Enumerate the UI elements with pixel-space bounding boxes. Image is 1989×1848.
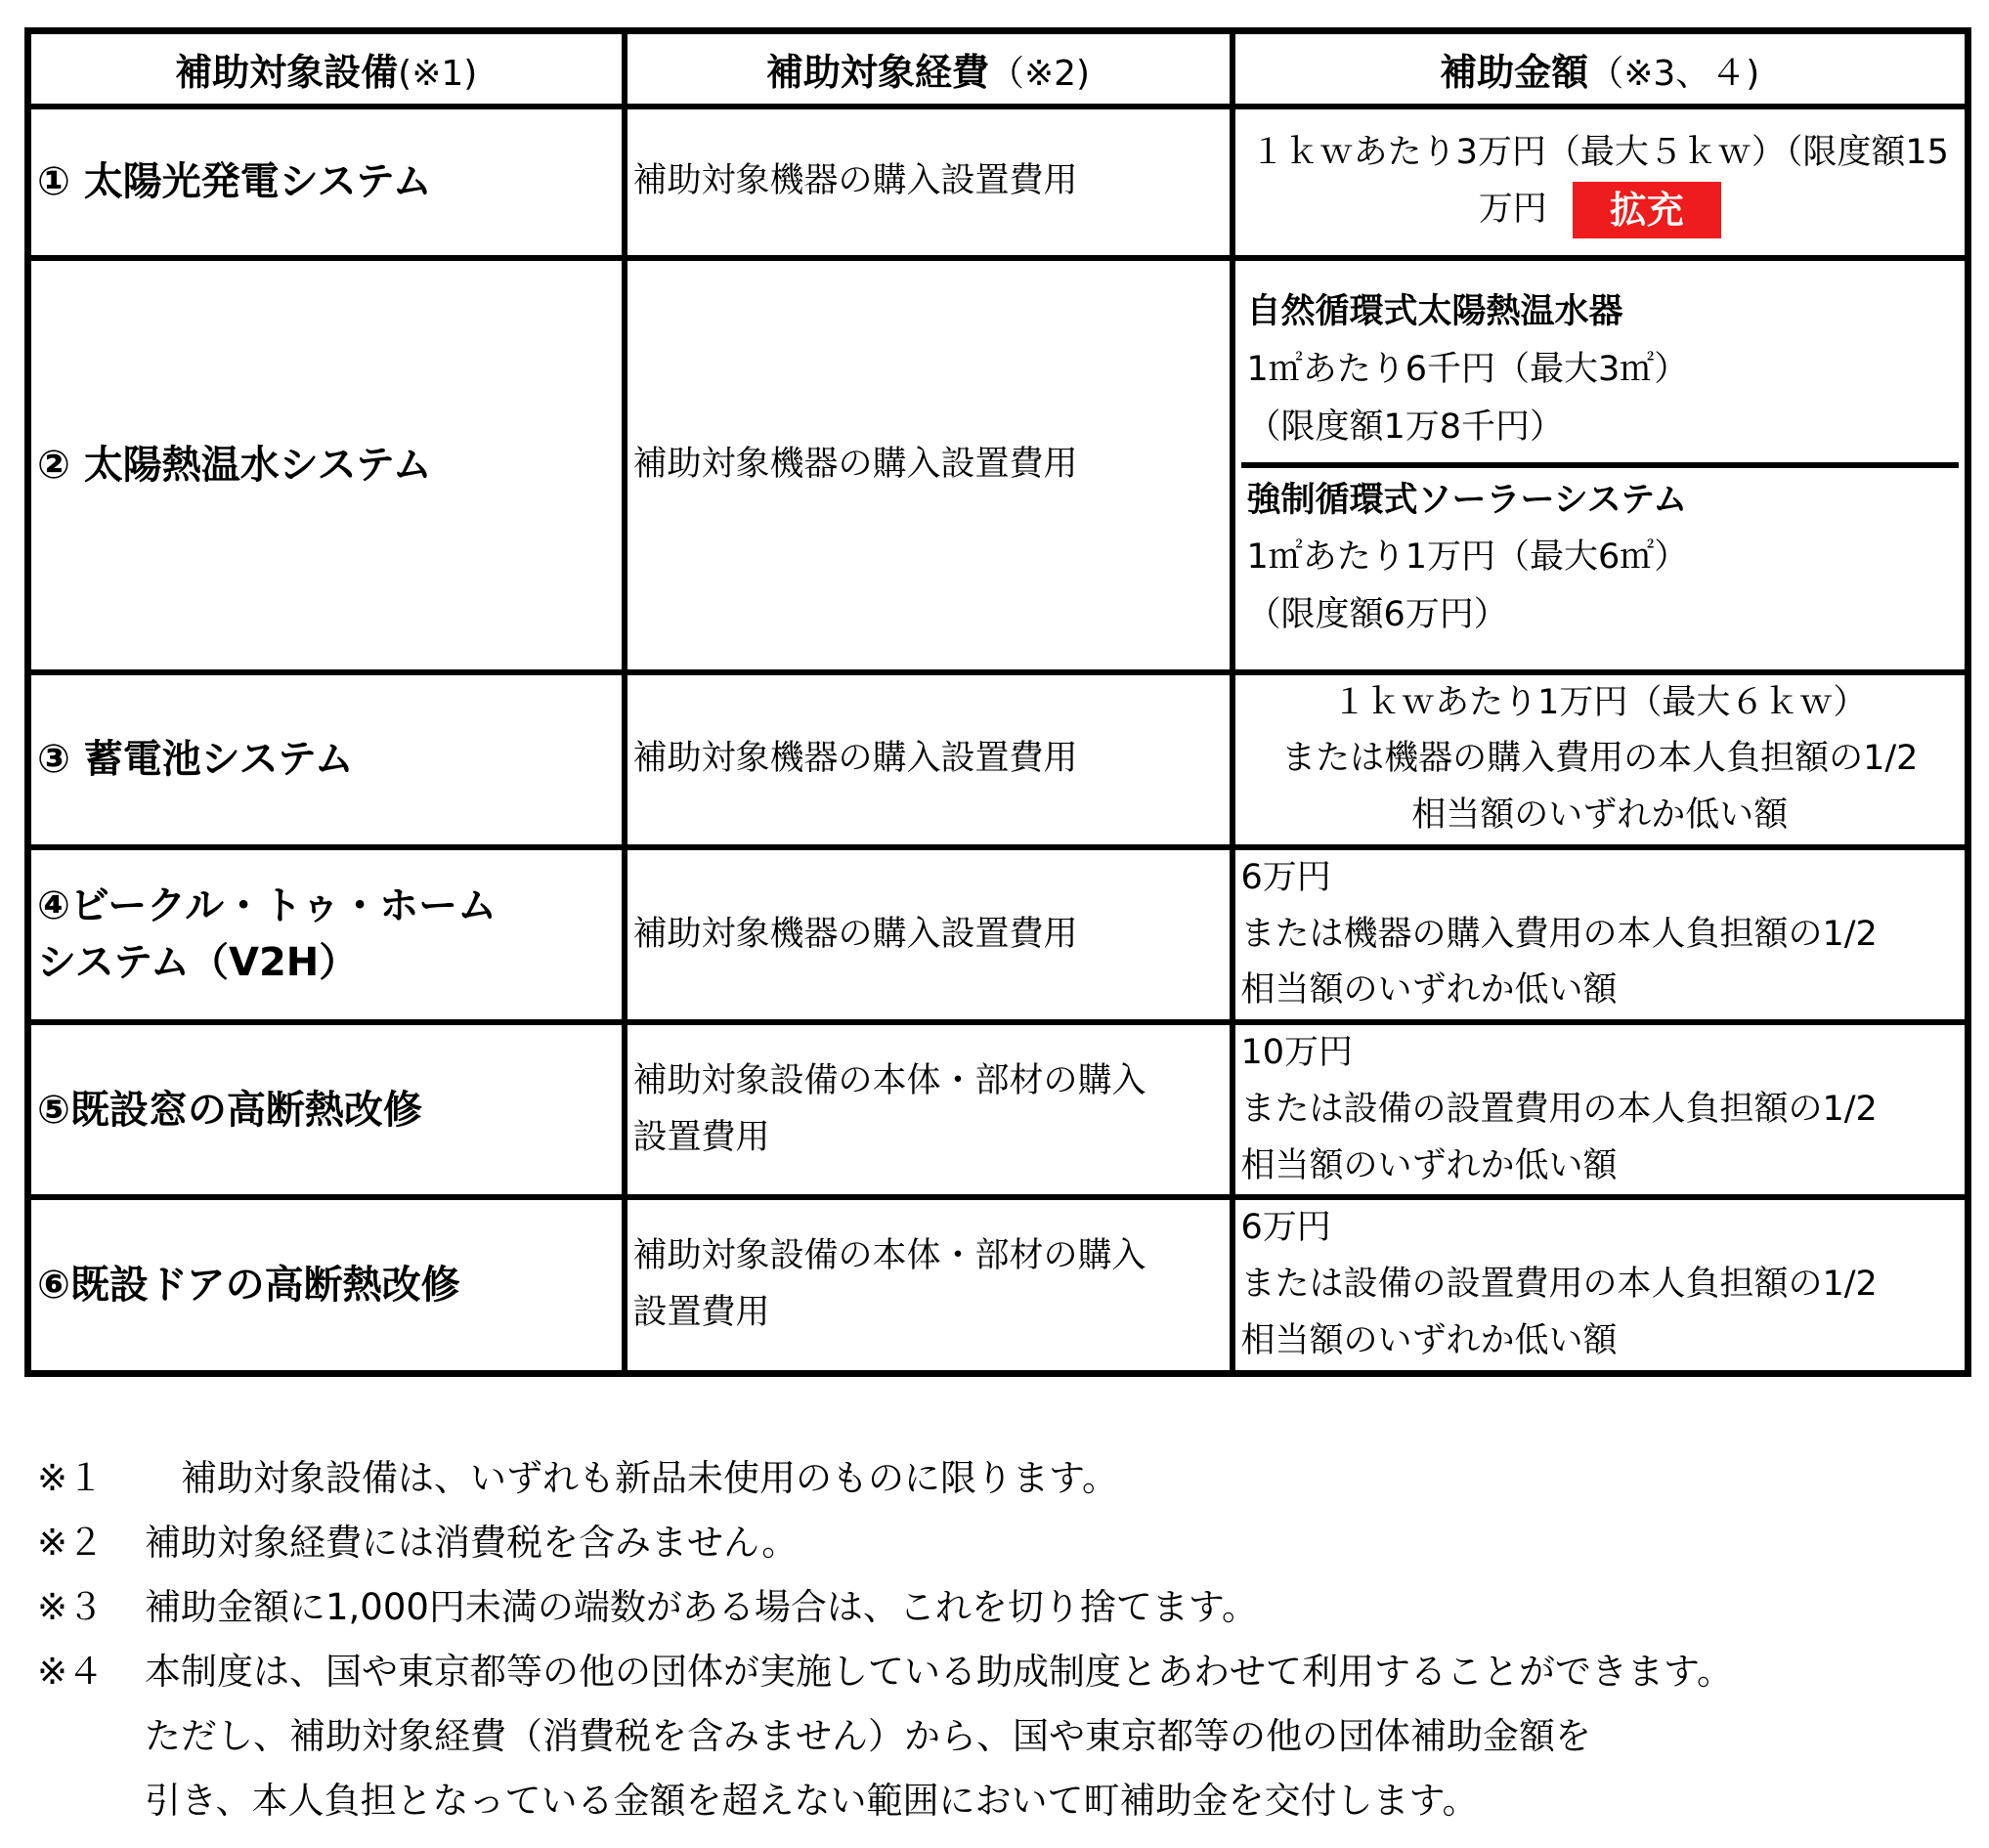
row-amount: １ｋｗあたり1万円（最大６ｋｗ） または機器の購入費用の本人負担額の1/2 相当額のいずれか低い額 xyxy=(1232,672,1968,847)
footnote-continuation: ただし、補助対象経費（消費税を含みません）から、国や東京都等の他の団体補助金額を xyxy=(145,1715,1591,1757)
table-row xyxy=(28,1197,1968,1373)
row-cost: 補助対象設備の本体・部材の購入 設置費用 xyxy=(625,1197,1232,1373)
amount-subsection xyxy=(1241,279,1960,467)
row-item: ④ビークル・トゥ・ホーム システム（V2H） xyxy=(28,847,625,1022)
row-amount: 6万円 または設備の設置費用の本人負担額の1/2 相当額のいずれか低い額 xyxy=(1232,1197,1968,1373)
amount-subsection-text: 1㎡あたり1万円（最大6㎡） （限度額6万円） xyxy=(1246,537,1689,635)
footnote-text: 本制度は、国や東京都等の他の団体が実施している助成制度とあわせて利用することができます。 xyxy=(145,1651,1734,1693)
row-cost: 補助対象機器の購入設置費用 xyxy=(625,847,1232,1022)
footnote xyxy=(37,1640,1953,1704)
row-cost: 補助対象機器の購入設置費用 xyxy=(625,258,1232,672)
footnote-mark: ※４ xyxy=(37,1651,105,1693)
header-equipment-label: 補助対象設備 xyxy=(175,50,399,94)
footnote xyxy=(37,1511,1953,1575)
table-row xyxy=(28,847,1968,1022)
table-row xyxy=(28,672,1968,847)
expanded-badge: 拡充 xyxy=(1573,182,1721,238)
footnote-mark: ※１ xyxy=(37,1457,105,1499)
row-amount-text: １ｋｗあたり3万円（最大５ｋｗ）（限度額15万円 xyxy=(1250,133,1949,229)
footnote-text: 補助対象経費には消費税を含みません。 xyxy=(145,1522,799,1564)
row-item: ② 太陽熱温水システム xyxy=(28,258,625,672)
amount-subsection-text: 1㎡あたり6千円（最大3㎡） （限度額1万8千円） xyxy=(1246,349,1689,447)
row-amount: 10万円 または設備の設置費用の本人負担額の1/2 相当額のいずれか低い額 xyxy=(1232,1022,1968,1197)
footnote xyxy=(37,1575,1953,1640)
footnote-text: 補助金額に1,000円未満の端数がある場合は、これを切り捨てます。 xyxy=(145,1586,1258,1628)
amount-subsection xyxy=(1241,468,1960,650)
header-amount-note: （※3、４) xyxy=(1588,53,1760,94)
row-item: ③ 蓄電池システム xyxy=(28,672,625,847)
footnote-mark: ※２ xyxy=(37,1522,105,1564)
subsidy-table xyxy=(24,27,1971,1377)
header-amount xyxy=(1232,31,1968,107)
header-cost xyxy=(625,31,1232,107)
table-row xyxy=(28,258,1968,672)
header-amount-label: 補助金額 xyxy=(1440,50,1589,94)
row-amount xyxy=(1232,107,1968,258)
row-amount xyxy=(1232,258,1968,672)
row-item: ① 太陽光発電システム xyxy=(28,107,625,258)
row-amount: 6万円 または機器の購入費用の本人負担額の1/2 相当額のいずれか低い額 xyxy=(1232,847,1968,1022)
row-cost: 補助対象機器の購入設置費用 xyxy=(625,672,1232,847)
table-row xyxy=(28,1022,1968,1197)
header-cost-note: （※2) xyxy=(988,53,1091,94)
header-equipment-note: (※1) xyxy=(398,53,478,94)
amount-subsection-title: 自然循環式太陽熱温水器 xyxy=(1246,292,1623,332)
footnote xyxy=(37,1446,1953,1511)
table-row xyxy=(28,107,1968,258)
row-item: ⑤既設窓の高断熱改修 xyxy=(28,1022,625,1197)
table-header-row xyxy=(28,31,1968,107)
footnote-continuation: 引き、本人負担となっている金額を超えない範囲において町補助金を交付します。 xyxy=(145,1780,1479,1822)
header-equipment xyxy=(28,31,625,107)
amount-subsection-title: 強制循環式ソーラーシステム xyxy=(1246,480,1688,520)
footnote-mark: ※３ xyxy=(37,1586,105,1628)
footnotes xyxy=(37,1446,1953,1833)
row-cost: 補助対象設備の本体・部材の購入 設置費用 xyxy=(625,1022,1232,1197)
header-cost-label: 補助対象経費 xyxy=(765,50,989,94)
row-cost: 補助対象機器の購入設置費用 xyxy=(625,107,1232,258)
footnote-text: 補助対象設備は、いずれも新品未使用のものに限ります。 xyxy=(145,1457,1119,1499)
row-item: ⑥既設ドアの高断熱改修 xyxy=(28,1197,625,1373)
